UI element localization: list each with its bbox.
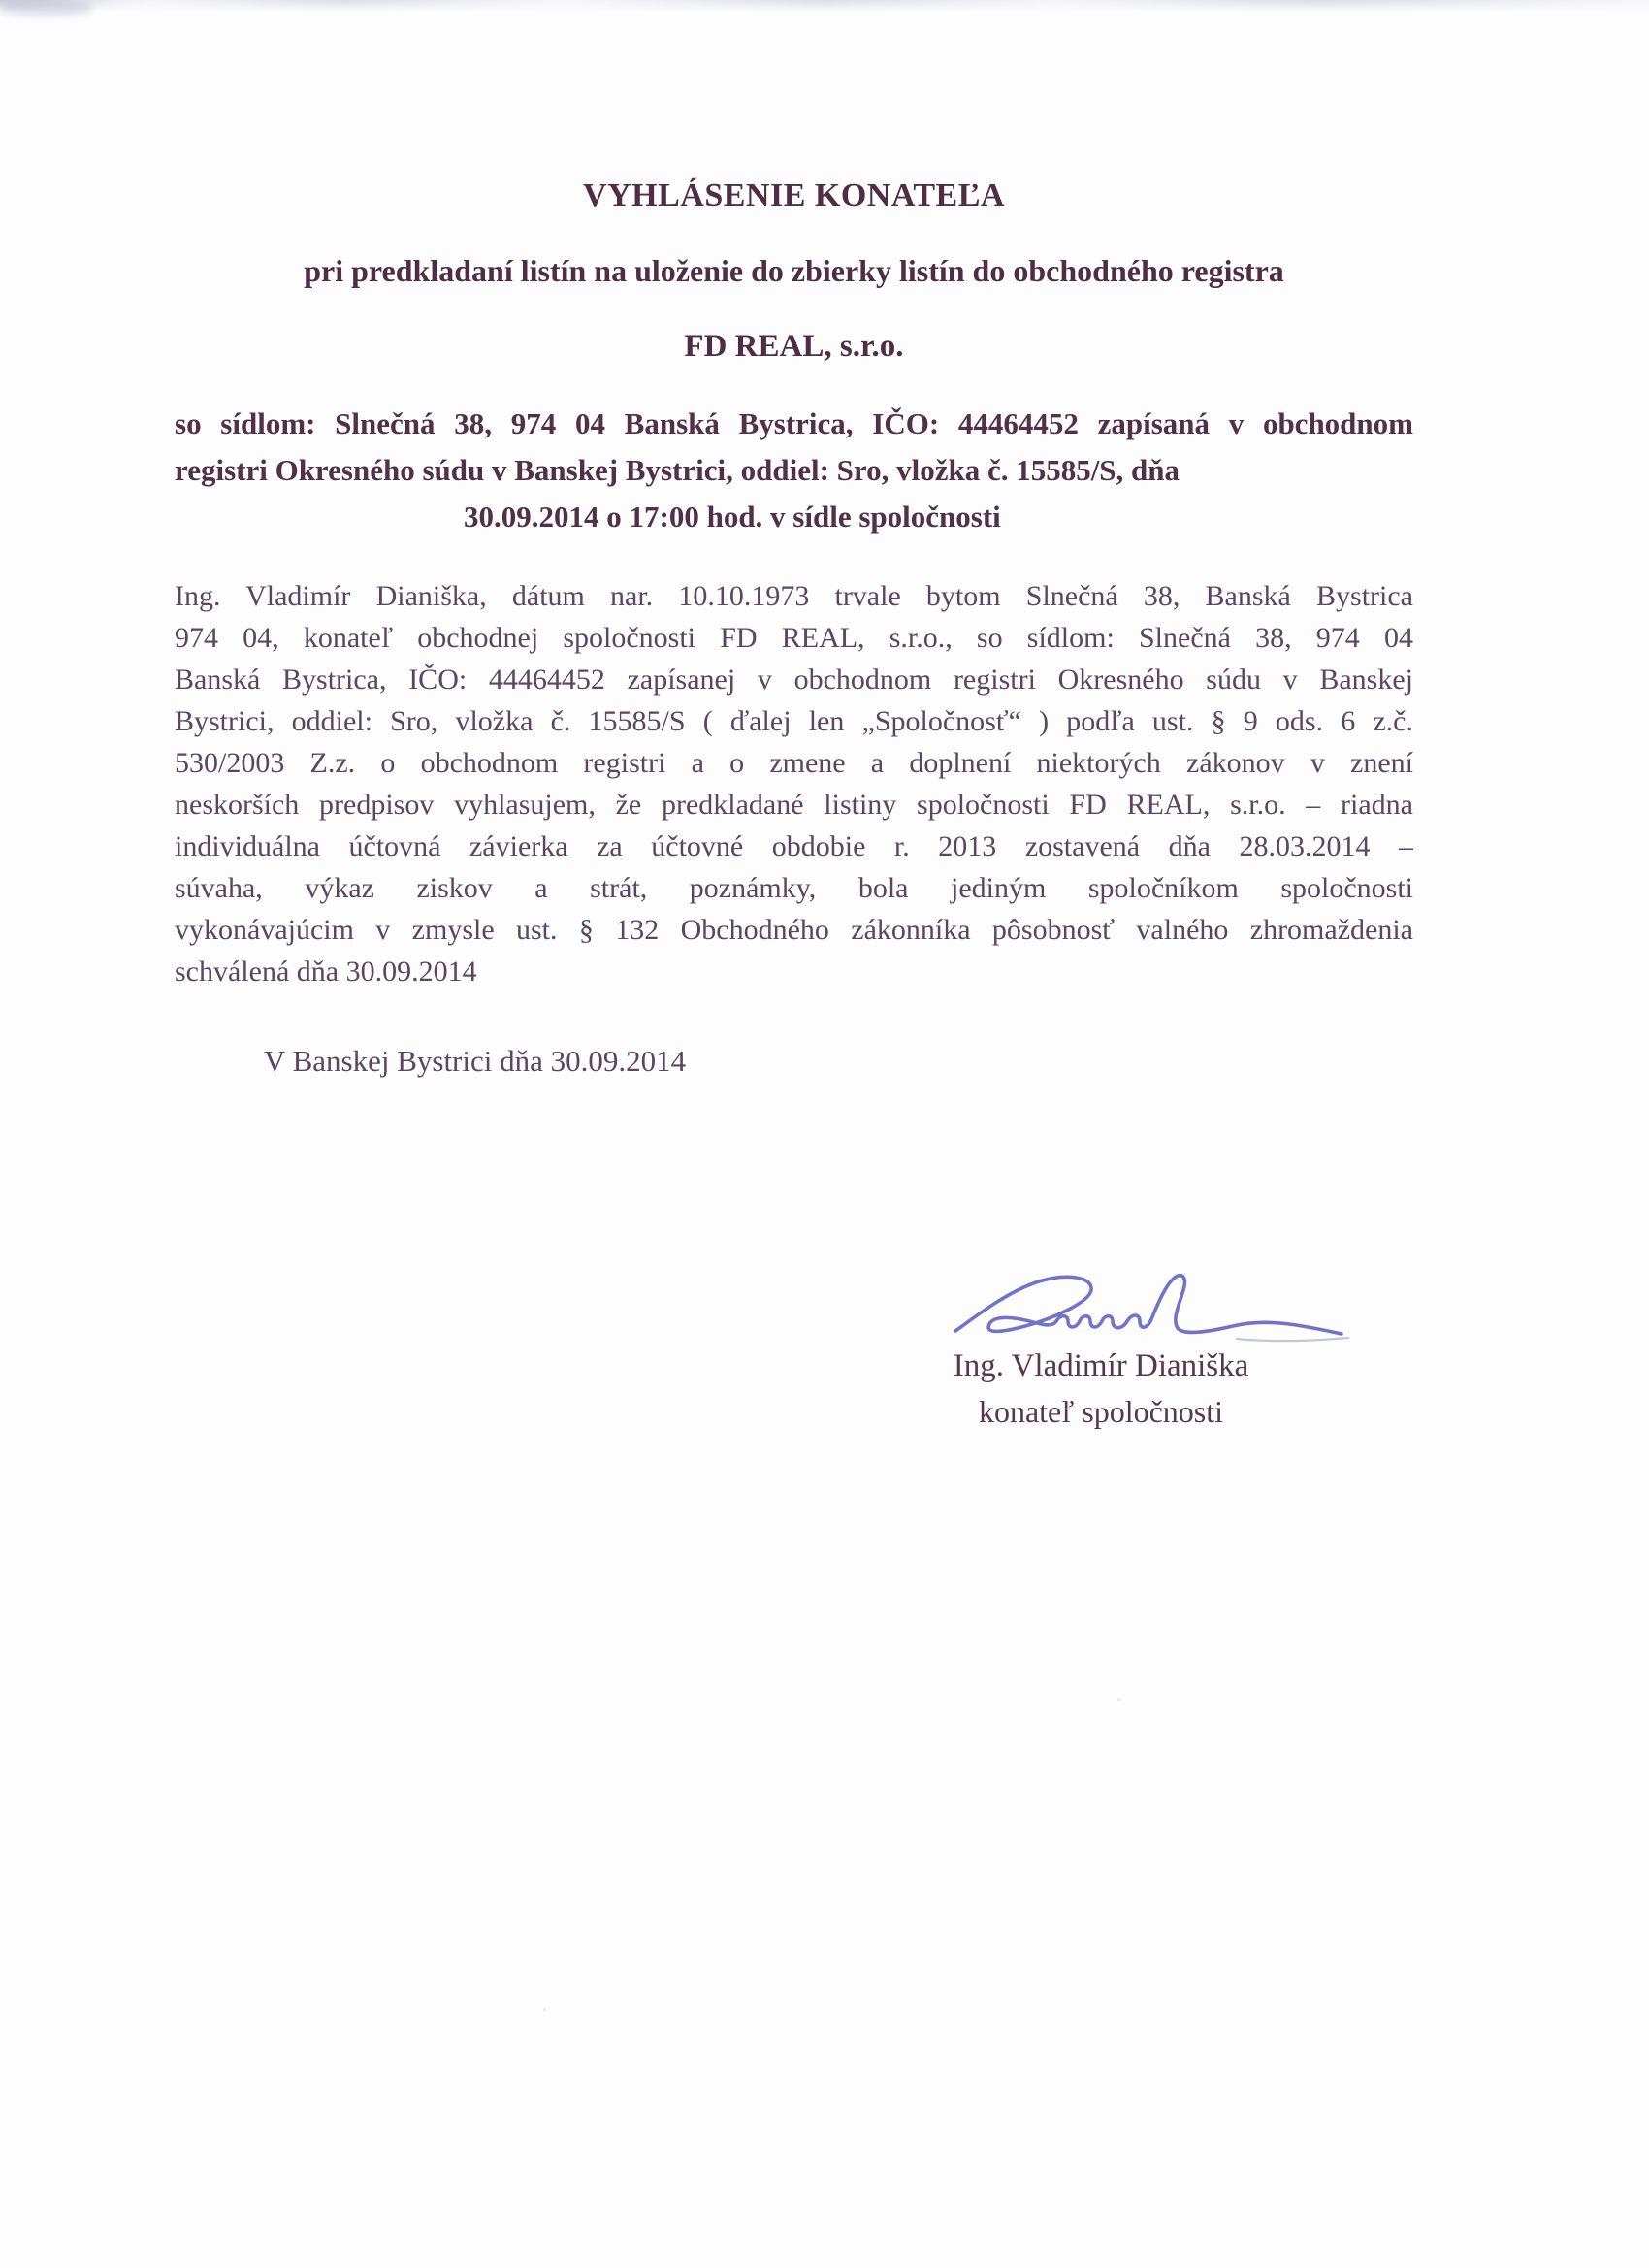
body-line: individuálna účtovná závierka za účtovné obdobie r. 2013 zostavená dňa 28.03.2014 – bbox=[175, 830, 1413, 862]
company-seat-paragraph bbox=[175, 401, 1413, 540]
body-line: neskorších predpisov vyhlasujem, že predkladané listiny spoločnosti FD REAL, s.r.o. – riadna bbox=[175, 789, 1413, 821]
seat-line: so sídlom: Slnečná 38, 974 04 Banská Bystrica, IČO: 44464452 zapísaná v obchodnom bbox=[175, 406, 1413, 440]
company-name: FD REAL, s.r.o. bbox=[684, 329, 904, 364]
seat-line: registri Okresného súdu v Banskej Bystrici, oddiel: Sro, vložka č. 15585/S, dňa bbox=[175, 453, 1180, 487]
body-line: vykonávajúcim v zmysle ust. § 132 Obchodného zákonníka pôsobnosť valného zhromaždenia bbox=[175, 914, 1413, 946]
signatory-role: konateľ spoločnosti bbox=[978, 1394, 1224, 1429]
body-line: Banská Bystrica, IČO: 44464452 zapísanej v obchodnom registri Okresného súdu v Banskej bbox=[175, 664, 1413, 696]
document-subtitle: pri predkladaní listín na uloženie do zbierky listín do obchodného registra bbox=[304, 253, 1284, 288]
seat-line: 30.09.2014 o 17:00 hod. v sídle spoločnosti bbox=[464, 500, 1001, 534]
body-line: 974 04, konateľ obchodnej spoločnosti FD REAL, s.r.o., so sídlom: Slnečná 38, 974 04 bbox=[175, 622, 1413, 654]
handwritten-signature-image bbox=[946, 1269, 1353, 1350]
scanner-edge-artifact bbox=[0, 0, 1649, 12]
document-title: VYHLÁSENIE KONATEĽA bbox=[583, 178, 1005, 213]
body-line: Ing. Vladimír Dianiška, dátum nar. 10.10.1973 trvale bytom Slnečná 38, Banská Bystrica bbox=[175, 580, 1413, 612]
body-line: súvaha, výkaz ziskov a strát, poznámky, bola jediným spoločníkom spoločnosti bbox=[175, 872, 1413, 904]
place-and-date-line: V Banskej Bystrici dňa 30.09.2014 bbox=[264, 1044, 687, 1078]
body-line: schválená dňa 30.09.2014 bbox=[175, 956, 477, 988]
body-line: Bystrici, oddiel: Sro, vložka č. 15585/S ( ďalej len „Spoločnosť“ ) podľa ust. § 9 ods. 6 z.č. bbox=[175, 705, 1413, 737]
body-line: 530/2003 Z.z. o obchodnom registri a o zmene a doplnení niektorých zákonov v znení bbox=[175, 747, 1413, 779]
scan-speck bbox=[1117, 1698, 1121, 1701]
scan-speck bbox=[543, 2008, 546, 2011]
scanner-corner-blotch bbox=[0, 0, 92, 16]
declaration-paragraph bbox=[175, 575, 1413, 992]
signatory-name: Ing. Vladimír Dianiška bbox=[953, 1348, 1249, 1383]
